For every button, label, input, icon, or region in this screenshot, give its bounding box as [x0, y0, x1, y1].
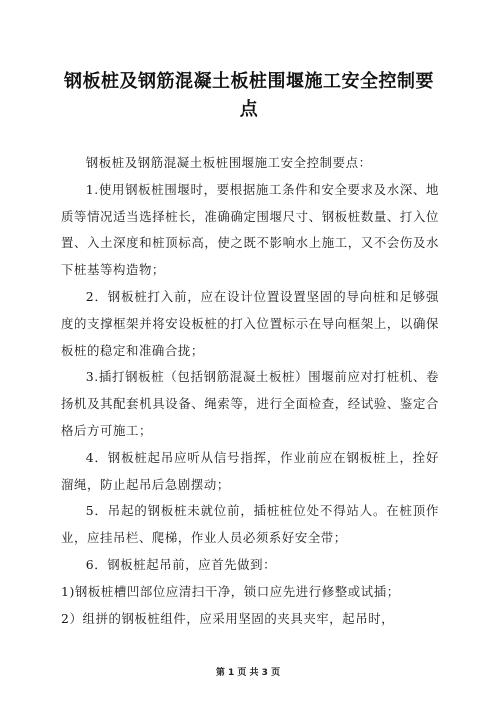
paragraph-item-5: 5．吊起的钢板桩未就位前，插桩桩位处不得站人。在桩顶作业，应挂吊栏、爬梯，作业人员必须系好安全带； [61, 503, 439, 546]
document-body [61, 150, 439, 632]
paragraph-item-6: 6．钢板桩起吊前，应首先做到： [85, 556, 277, 572]
paragraph-intro: 钢板桩及钢筋混凝土板桩围堰施工安全控制要点： [85, 155, 372, 170]
paragraph-item-1: 1.使用钢板桩围堰时，要根据施工条件和安全要求及水深、地质等情况适当选择桩长，准确确定围堰尺寸、钢板桩数量、打入位置、入土深度和桩顶标高，使之既不影响水上施工，又不会伤及水下桩基等构造物； [61, 181, 439, 278]
paragraph-subitem-2: 2）组拼的钢板桩组件，应采用坚固的夹具夹牢，起吊时， [61, 610, 395, 626]
paragraph-item-3: 3.插打钢板桩（包括钢筋混凝土板桩）围堰前应对打桩机、卷扬机及其配套机具设备、绳索等，进行全面检查，经试验、鉴定合格后方可施工； [61, 369, 439, 438]
paragraph-subitem-1: 1)钢板桩槽凹部位应清扫干净，锁口应先进行修整或试插； [61, 583, 400, 599]
paragraph-item-4: 4．钢板桩起吊应听从信号指挥，作业前应在钢板桩上，拴好溜绳，防止起吊后急剧摆动； [61, 449, 439, 492]
paragraph-item-2: 2．钢板桩打入前，应在设计位置设置坚固的导向桩和足够强度的支撑框架并将安设板桩的打入位置标示在导向框架上，以确保板桩的稳定和准确合拢； [61, 288, 439, 358]
page-number-footer: 第 1 页 共 3 页 [215, 668, 281, 678]
document-title: 钢板桩及钢筋混凝土板桩围堰施工安全控制要点 [64, 71, 434, 120]
